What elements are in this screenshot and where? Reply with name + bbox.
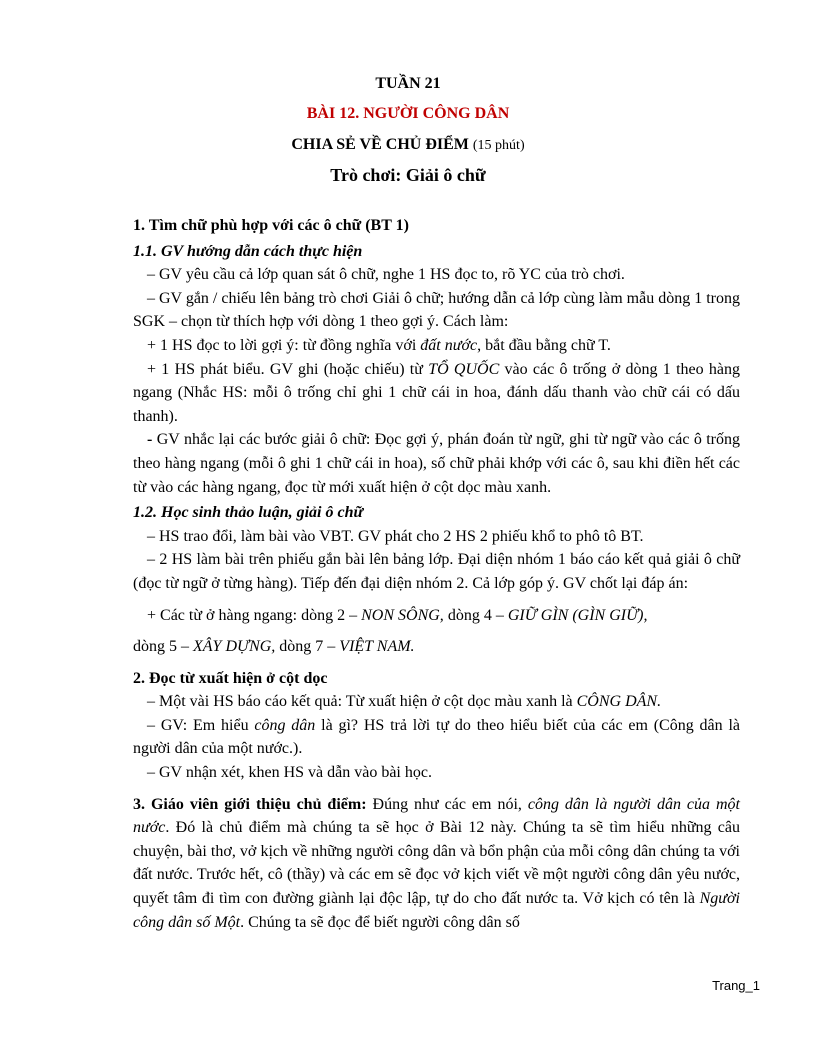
document-body: [133, 210, 740, 934]
paragraph: [133, 793, 740, 935]
section-title: [0, 136, 816, 154]
text-run: + 1 HS phát biểu. GV ghi (hoặc chiếu) từ: [147, 360, 429, 378]
italic-text: Người công dân số Một: [133, 890, 740, 931]
subheading-1-2: 1.2. Học sinh thảo luận, giải ô chữ: [133, 504, 364, 522]
italic-text: CÔNG DÂN.: [576, 693, 662, 711]
text-run: dòng 4 –: [443, 606, 508, 624]
text-run: dòng 7 –: [275, 638, 340, 656]
paragraph: [133, 358, 740, 429]
italic-text: NON SÔNG,: [361, 606, 444, 624]
subheading-1-1: 1.1. GV hướng dẫn cách thực hiện: [133, 242, 363, 260]
page-number: Trang_1: [712, 978, 760, 993]
text-run: – GV: Em hiểu: [147, 716, 255, 734]
italic-text: VIỆT NAM.: [339, 638, 415, 656]
paragraph: – 2 HS làm bài trên phiếu gắn bài lên bảng lớp. Đại diện nhóm 1 báo cáo kết quả giải ô chữ (đọc từ ngữ ở từng hàng). Tiếp đến đại diện nhóm 2. Cả lớp góp ý. GV chốt lại đáp án:: [133, 551, 740, 592]
italic-text: XÂY DỰNG,: [193, 638, 276, 656]
paragraph: – HS trao đổi, làm bài vào VBT. GV phát cho 2 HS 2 phiếu khổ to phô tô BT.: [147, 527, 644, 545]
section-name: CHIA SẺ VỀ CHỦ ĐIỂM: [291, 136, 469, 153]
italic-text: TỔ QUỐC: [428, 360, 500, 378]
italic-text: đất nước: [420, 336, 478, 354]
italic-text: GIỮ GÌN (GÌN GIỮ),: [507, 606, 648, 624]
lesson-title: BÀI 12. NGƯỜI CÔNG DÂN: [306, 105, 510, 122]
text-run: + 1 HS đọc to lời gợi ý: từ đồng nghĩa với: [147, 336, 421, 354]
text-run: . Đó là chủ điểm mà chúng ta sẽ học ở Bài 12 này. Chúng ta sẽ tìm hiểu những câu chuyện, bài thơ, vở kịch về những người công dân và bổn phận của mỗi công dân chúng ta với đất nước. Trước hết, cô (thầy) và các em sẽ đọc vở kịch viết về một người công dân yêu nước, quyết tâm đi tìm con đường giành lại độc lập, tự do cho đất nước ta. Vở kịch có tên là: [133, 819, 740, 908]
paragraph: [133, 690, 740, 714]
week-title: TUẦN 21: [375, 75, 441, 92]
paragraph: – GV yêu cầu cả lớp quan sát ô chữ, nghe 1 HS đọc to, rõ YC của trò chơi.: [147, 266, 625, 284]
text-run: , bắt đầu bằng chữ T.: [477, 336, 611, 354]
game-title: Trò chơi: Giải ô chữ: [330, 165, 486, 185]
heading-1: 1. Tìm chữ phù hợp với các ô chữ (BT 1): [133, 217, 409, 234]
text-run: vào các ô trống ở dòng 1 theo hàng ngang (Nhắc HS: mỗi ô trống chỉ ghi 1 chữ cái in hoa, đánh dấu thanh vào chữ cái có dấu thanh).: [133, 360, 740, 425]
paragraph: [133, 604, 740, 628]
text-run: Đúng như các em nói,: [366, 795, 528, 813]
paragraph: [133, 334, 740, 358]
paragraph: – GV nhận xét, khen HS và dẫn vào bài học.: [147, 764, 432, 782]
text-run: – Một vài HS báo cáo kết quả: Từ xuất hiện ở cột dọc màu xanh là: [147, 693, 577, 711]
text-run: dòng 5 –: [133, 638, 193, 656]
italic-text: công dân là người dân của một nước: [133, 795, 741, 837]
heading-2: 2. Đọc từ xuất hiện ở cột dọc: [133, 669, 328, 687]
text-run: là gì? HS trả lời tự do theo hiểu biết của các em (Công dân là người dân của một nước.).: [133, 716, 740, 758]
paragraph: [133, 714, 740, 761]
text-run: + Các từ ở hàng ngang: dòng 2 –: [147, 606, 362, 624]
bullet-dash: -: [147, 431, 157, 449]
section-duration: (15 phút): [472, 138, 525, 153]
paragraph: – GV gắn / chiếu lên bảng trò chơi Giải ô chữ; hướng dẫn cả lớp cùng làm mẫu dòng 1 trong SGK – chọn từ thích hợp với dòng 1 theo gợi ý. Cách làm:: [133, 289, 740, 331]
text-run: . Chúng ta sẽ đọc để biết người công dân số: [240, 913, 520, 931]
paragraph: [133, 635, 740, 659]
text-run: GV nhắc lại các bước giải ô chữ: Đọc gợi ý, phán đoán từ ngữ, ghi từ ngữ vào các ô trống theo hàng ngang (mỗi ô ghi 1 chữ cái in hoa), số chữ phải khớp với các ô, sau khi điền hết các từ vào các hàng ngang, đọc từ mới xuất hiện ở cột dọc màu xanh.: [133, 431, 740, 496]
italic-text: công dân: [254, 716, 316, 734]
heading-3: 3. Giáo viên giới thiệu chủ điểm:: [133, 795, 367, 813]
paragraph: [133, 428, 740, 499]
